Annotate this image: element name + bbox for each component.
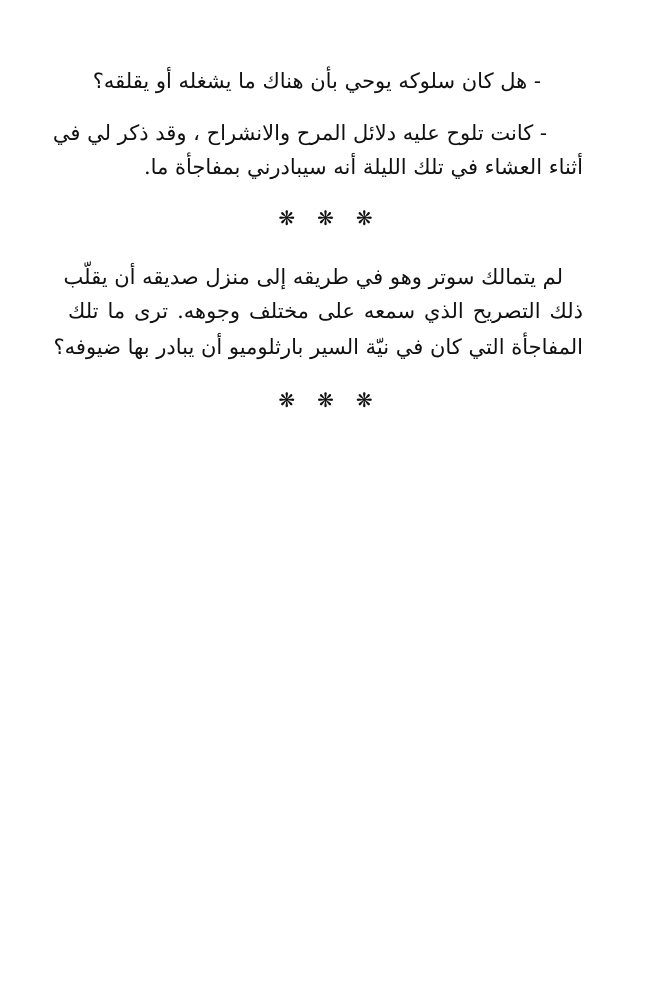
separator-star-icon: ❋ xyxy=(355,388,373,412)
separator-star-icon: ❋ xyxy=(278,206,296,230)
narration-line-2: ذلك التصريح الذي سمعه على مختلف وجوهه. ترى ما تلك xyxy=(68,299,583,323)
dialogue-answer-line-2: أثناء العشاء في تلك الليلة أنه سيبادرني بمفاجأة ما. xyxy=(144,155,583,179)
narration-line-3: المفاجأة التي كان في نيّة السير بارثلوميو أن يبادر بها ضيوفه؟ xyxy=(53,335,583,359)
dialogue-question: - هل كان سلوكه يوحي بأن هناك ما يشغله أو يقلقه؟ xyxy=(92,69,541,93)
section-separator-2 xyxy=(68,388,583,412)
separator-star-icon: ❋ xyxy=(355,206,373,230)
dialogue-answer-line-1: - كانت تلوح عليه دلائل المرح والانشراح ، وقد ذكر لي في xyxy=(52,121,547,145)
section-separator-1 xyxy=(68,206,583,230)
book-page xyxy=(52,0,583,1000)
separator-star-icon: ❋ xyxy=(278,388,296,412)
separator-star-icon: ❋ xyxy=(317,206,334,230)
separator-star-icon: ❋ xyxy=(317,388,334,412)
narration-line-1: لم يتمالك سوتر وهو في طريقه إلى منزل صديقه أن يقلّب xyxy=(63,265,563,289)
